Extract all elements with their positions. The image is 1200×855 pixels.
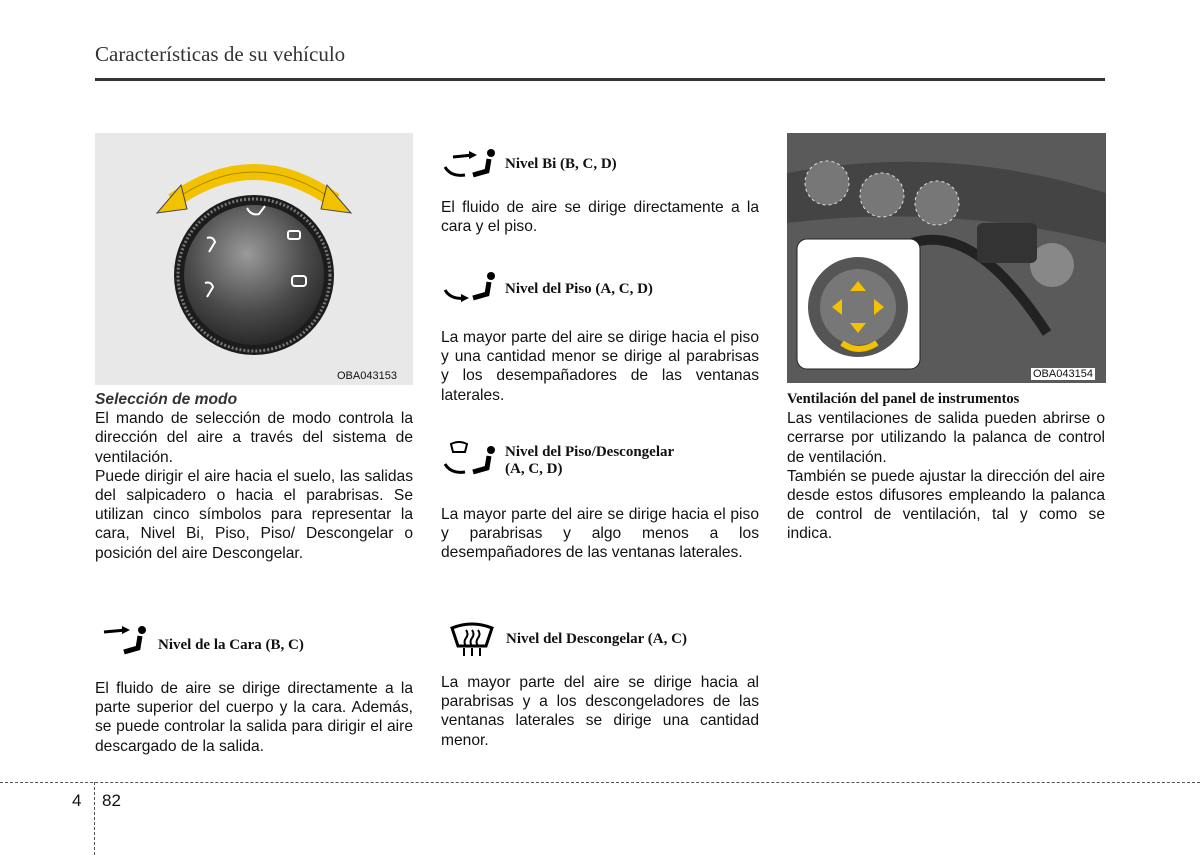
footer-rule xyxy=(0,782,1200,783)
mode-selection-subtitle: Selección de modo xyxy=(95,391,238,408)
floor-defrost-text-block xyxy=(441,505,759,563)
floor-level-icon xyxy=(441,270,501,308)
col3-paragraph-2: También se puede ajustar la dirección del aire desde estos difusores empleando la palanca de control de ventilación, tal y como se indica. xyxy=(787,467,1105,543)
header-rule xyxy=(95,78,1105,81)
instrument-panel-vent-title: Ventilación del panel de instrumentos xyxy=(787,391,1020,407)
floor-level-title: Nivel del Piso (A, C, D) xyxy=(505,280,653,297)
floor-defrost-heading xyxy=(441,440,674,482)
face-level-icon xyxy=(100,622,154,660)
face-level-title: Nivel de la Cara (B, C) xyxy=(158,636,304,653)
column-3 xyxy=(787,390,1105,544)
defrost-icon xyxy=(448,620,498,658)
floor-level-text: La mayor parte del aire se dirige hacia el piso y una cantidad menor se dirige al parabrisas y los desempañadores de las ventanas laterales. xyxy=(441,329,759,404)
bi-level-heading xyxy=(441,145,617,183)
bi-level-icon xyxy=(441,145,501,183)
mode-knob-illustration xyxy=(95,133,413,385)
col1-paragraph-1: El mando de selección de modo controla la dirección del aire a través del sistema de ventilación. xyxy=(95,410,413,466)
dashboard-vent-figure xyxy=(787,133,1106,383)
mode-knob-figure xyxy=(95,133,413,385)
bi-level-title: Nivel Bi (B, C, D) xyxy=(505,155,617,172)
chapter-number: 4 xyxy=(72,791,82,810)
floor-defrost-title-wrap xyxy=(505,444,674,478)
face-level-heading xyxy=(100,622,304,660)
floor-level-text-block xyxy=(441,328,759,405)
column-1 xyxy=(95,390,413,563)
face-level-text: El fluido de aire se dirige directamente a la parte superior del cuerpo y la cara. Además, se puede controlar la salida para dirigir el aire descargado de la salida. xyxy=(95,680,413,755)
defrost-text-block xyxy=(441,673,759,750)
floor-defrost-title-line2: (A, C, D) xyxy=(505,461,563,477)
bi-level-text: El fluido de aire se dirige directamente a la cara y el piso. xyxy=(441,199,759,236)
figure2-code: OBA043154 xyxy=(1033,368,1093,380)
defrost-heading xyxy=(448,620,687,658)
footer-vertical-rule xyxy=(94,782,95,855)
bi-level-text-block xyxy=(441,198,759,236)
page-number: 82 xyxy=(102,791,121,810)
floor-defrost-text: La mayor parte del aire se dirige hacia el piso y parabrisas y algo menos a los desempañadores de las ventanas laterales. xyxy=(441,506,759,562)
dashboard-vent-illustration xyxy=(787,133,1106,383)
face-level-text-block xyxy=(95,679,413,756)
defrost-text: La mayor parte del aire se dirige hacia al parabrisas y a los descongeladores de las ventanas laterales se dirige una cantidad menor. xyxy=(441,674,759,749)
col1-paragraph-2: Puede dirigir el aire hacia el suelo, las salidas del salpicadero o hacia el parabrisas. Se utilizan cinco símbolos para representar la cara, Nivel Bi, Piso, Piso/ Descongelar o posición del aire Descongelar. xyxy=(95,467,413,562)
col3-paragraph-1: Las ventilaciones de salida pueden abrirse o cerrarse por utilizando la palanca de control de ventilación. xyxy=(787,410,1105,466)
floor-level-heading xyxy=(441,270,653,308)
page-header-title: Características de su vehículo xyxy=(95,42,346,66)
floor-defrost-title: Nivel del Piso/Descongelar xyxy=(505,444,675,460)
figure1-code: OBA043153 xyxy=(337,370,397,382)
defrost-title: Nivel del Descongelar (A, C) xyxy=(506,630,687,647)
floor-defrost-icon xyxy=(441,440,501,482)
